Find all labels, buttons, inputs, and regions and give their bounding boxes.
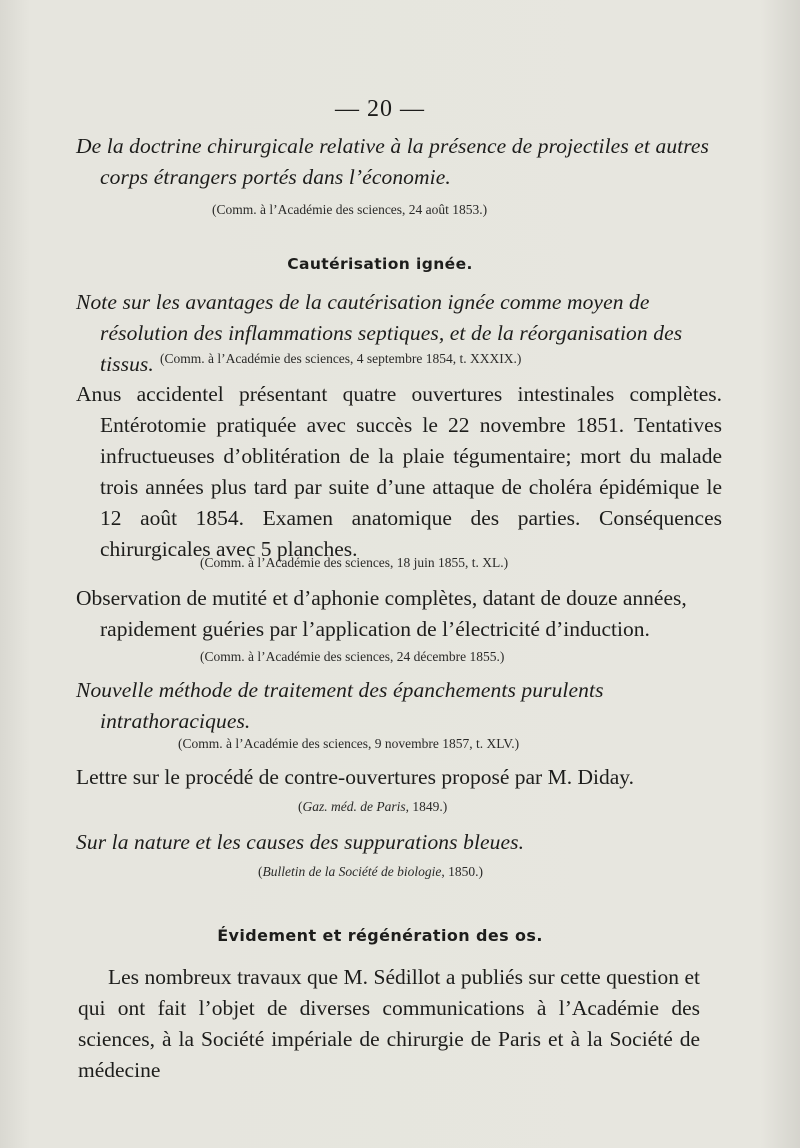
entry-epanchements-title: Nouvelle méthode de traitement des épanchements purulents intrathoraciques.	[76, 678, 604, 733]
section-heading-evidement: Évidement et régénération des os.	[217, 926, 543, 945]
entry-diday-ref: (Gaz. méd. de Paris, 1849.)	[298, 799, 448, 814]
entry-mutite-title: Observation de mutité et d’aphonie complètes, datant de douze années, rapidement guéries par l’application de l’électricité d’induction.	[76, 586, 687, 641]
paragraph-evidement: Les nombreux travaux que M. Sédillot a publiés sur cette question et qui ont fait l’objet de diverses communications à l’Académie des sciences, à la Société impériale de chirurgie de Paris et à la Société de médecine	[78, 965, 700, 1082]
entry-suppurations-ref: (Bulletin de la Société de biologie, 1850.)	[258, 864, 483, 879]
entry-anus-title: Anus accidentel présentant quatre ouvertures intestinales complètes. Entérotomie pratiquée avec succès le 22 novembre 1851. Tentatives infructueuses d’oblitération de la plaie tégumentaire; mort du malade trois années plus tard par suite d’une attaque de choléra épidémique le 12 août 1854. Examen anatomique des parties. Conséquences chirurgicales avec 5 planches.	[76, 382, 722, 561]
entry-mutite-ref: (Comm. à l’Académie des sciences, 24 décembre 1855.)	[200, 649, 505, 664]
page-number: — 20 —	[335, 96, 425, 122]
entry-anus-ref: (Comm. à l’Académie des sciences, 18 juin 1855, t. XL.)	[200, 555, 509, 570]
entry-cauterisation-ref: (Comm. à l’Académie des sciences, 4 septembre 1854, t. XXXIX.)	[160, 351, 522, 366]
entry-suppurations-title: Sur la nature et les causes des suppurations bleues.	[76, 830, 525, 854]
entry-projectiles-ref: (Comm. à l’Académie des sciences, 24 août 1853.)	[212, 202, 488, 217]
entry-suppurations-ref-year: , 1850.)	[441, 864, 483, 879]
entry-suppurations-ref-journal: Bulletin de la Société de biologie	[262, 864, 442, 879]
entry-diday-title: Lettre sur le procédé de contre-ouvertures proposé par M. Diday.	[76, 765, 634, 789]
section-heading-cauterisation: Cautérisation ignée.	[287, 255, 473, 273]
entry-diday-ref-journal: Gaz. méd. de Paris	[302, 799, 406, 814]
entry-diday-ref-year: , 1849.)	[405, 799, 448, 814]
entry-projectiles-title: De la doctrine chirurgicale relative à la présence de projectiles et autres corps étrangers portés dans l’économie.	[76, 134, 710, 189]
entry-epanchements-ref: (Comm. à l’Académie des sciences, 9 novembre 1857, t. XLV.)	[178, 736, 520, 751]
entry-cauterisation-title: Note sur les avantages de la cautérisation ignée comme moyen de résolution des inflammations septiques, et de la réorganisation des tissus.	[76, 290, 683, 376]
